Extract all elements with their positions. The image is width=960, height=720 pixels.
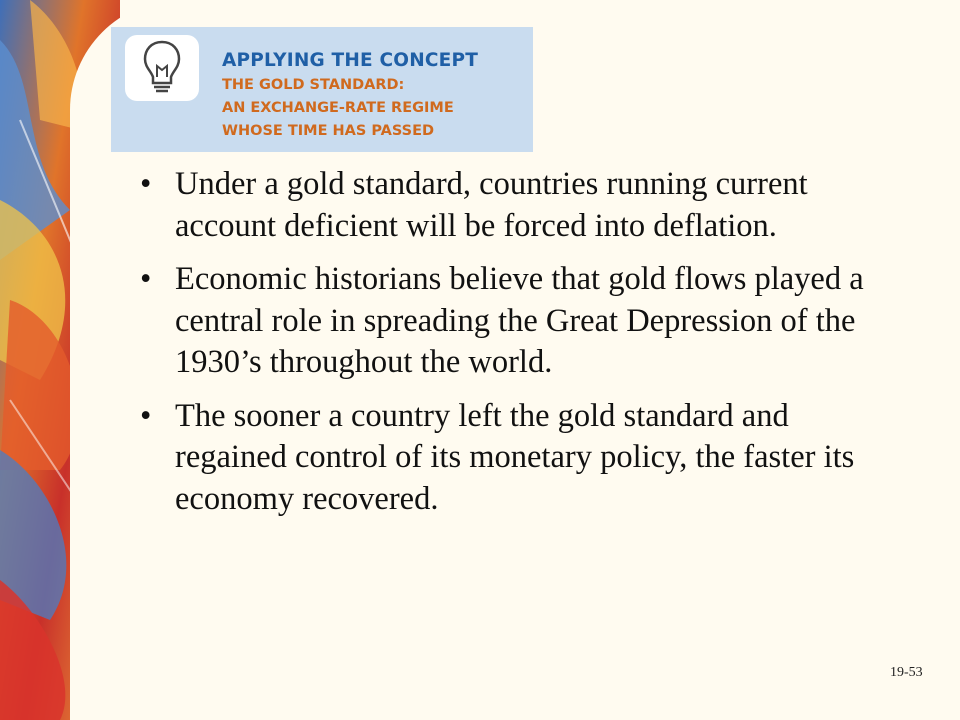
bullet-item (140, 259, 900, 384)
bullet-text: Under a gold standard, countries running current account deficient will be forced into deflation. (175, 166, 808, 244)
bullet-list (140, 164, 900, 532)
bullet-item (140, 396, 900, 521)
bullet-text: The sooner a country left the gold standard and regained control of its monetary policy, the faster its economy recovered. (175, 397, 855, 517)
bullet-marker: • (140, 397, 152, 434)
banner-subtitle-line: AN EXCHANGE-RATE REGIME (222, 100, 454, 116)
bullet-marker: • (140, 166, 152, 202)
bullet-text: Economic historians believe that gold flows played a central role in spreading the Great Depression of the 1930’s throughout the world. (175, 261, 864, 380)
banner-subtitle-line: THE GOLD STANDARD: (222, 77, 405, 93)
bullet-item (140, 164, 900, 247)
concept-banner (111, 27, 533, 152)
icon-box (125, 35, 199, 101)
bullet-marker: • (140, 261, 152, 297)
banner-title: APPLYING THE CONCEPT (222, 50, 479, 71)
lightbulb-icon (142, 39, 182, 97)
banner-subtitle-line: WHOSE TIME HAS PASSED (222, 123, 435, 139)
page-number: 19-53 (890, 665, 923, 680)
